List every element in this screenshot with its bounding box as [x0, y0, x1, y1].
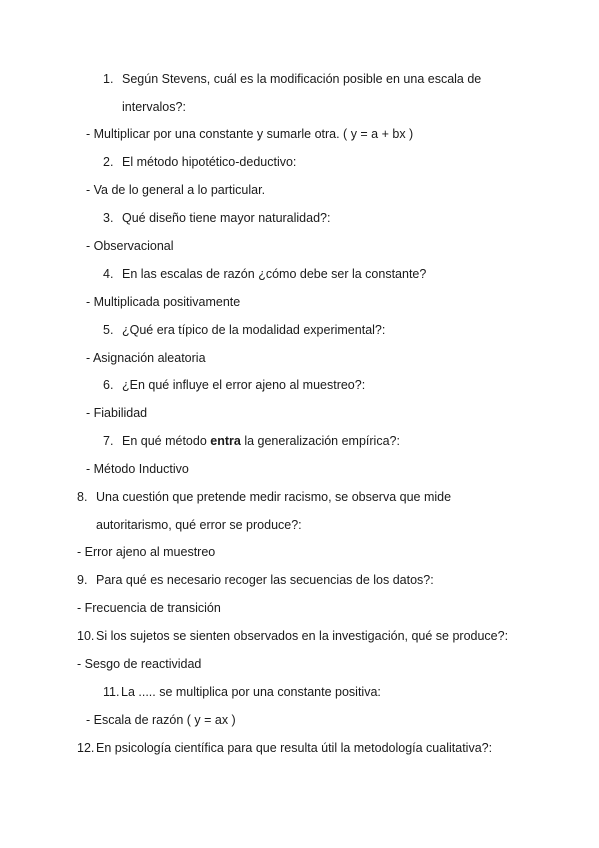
question-number: 2.	[103, 155, 114, 169]
question-number: 11.	[103, 685, 120, 699]
question-text: Qué diseño tiene mayor naturalidad?:	[122, 211, 331, 225]
question-12	[77, 740, 493, 756]
question-text: En psicología científica para que resulta útil la metodología cualitativa?:	[96, 741, 493, 755]
question-8-continuation: autoritarismo, qué error se produce?:	[96, 518, 302, 532]
question-text-bold: entra	[210, 434, 241, 448]
answer-9: - Frecuencia de transición	[77, 601, 221, 615]
question-8	[77, 489, 452, 505]
question-text: El método hipotético-deductivo:	[122, 155, 297, 169]
question-3	[103, 210, 331, 226]
question-text: Una cuestión que pretende medir racismo, se observa que mide	[96, 490, 452, 504]
question-4	[103, 266, 427, 282]
question-number: 10.	[77, 629, 95, 643]
question-number: 3.	[103, 211, 114, 225]
answer-11: - Escala de razón ( y = ax )	[86, 713, 236, 727]
answer-5: - Asignación aleatoria	[86, 351, 206, 365]
question-number: 1.	[103, 72, 114, 86]
question-text-end: la generalización empírica?:	[240, 434, 400, 448]
question-number: 4.	[103, 267, 114, 281]
question-9	[77, 572, 434, 588]
question-number: 12.	[77, 741, 95, 755]
answer-10: - Sesgo de reactividad	[77, 657, 202, 671]
question-number: 9.	[77, 573, 88, 587]
question-number: 8.	[77, 490, 88, 504]
question-1-continuation: intervalos?:	[122, 100, 186, 114]
answer-8: - Error ajeno al muestreo	[77, 545, 216, 559]
question-text: Según Stevens, cuál es la modificación posible en una escala de	[122, 72, 482, 86]
question-text: En las escalas de razón ¿cómo debe ser la constante?	[122, 267, 427, 281]
question-text-start: En qué método	[122, 434, 211, 448]
question-11	[103, 684, 381, 700]
question-2	[103, 154, 297, 170]
question-text: Para qué es necesario recoger las secuencias de los datos?:	[96, 573, 434, 587]
question-7	[103, 433, 400, 449]
question-6	[103, 377, 366, 393]
question-text	[122, 433, 400, 449]
answer-3: - Observacional	[86, 239, 174, 253]
question-text: ¿En qué influye el error ajeno al muestreo?:	[122, 378, 366, 392]
question-10	[77, 628, 509, 644]
question-number: 6.	[103, 378, 114, 392]
question-number: 7.	[103, 434, 114, 448]
question-text: La ..... se multiplica por una constante positiva:	[121, 685, 381, 699]
answer-2: - Va de lo general a lo particular.	[86, 183, 266, 197]
question-text: Si los sujetos se sienten observados en la investigación, qué se produce?:	[96, 629, 509, 643]
question-number: 5.	[103, 323, 114, 337]
answer-4: - Multiplicada positivamente	[86, 295, 241, 309]
question-text: ¿Qué era típico de la modalidad experimental?:	[122, 323, 386, 337]
question-1	[103, 71, 482, 87]
question-5	[103, 322, 386, 338]
answer-7: - Método Inductivo	[86, 462, 189, 476]
answer-1: - Multiplicar por una constante y sumarle otra. ( y = a + bx )	[86, 127, 414, 141]
answer-6: - Fiabilidad	[86, 406, 148, 420]
